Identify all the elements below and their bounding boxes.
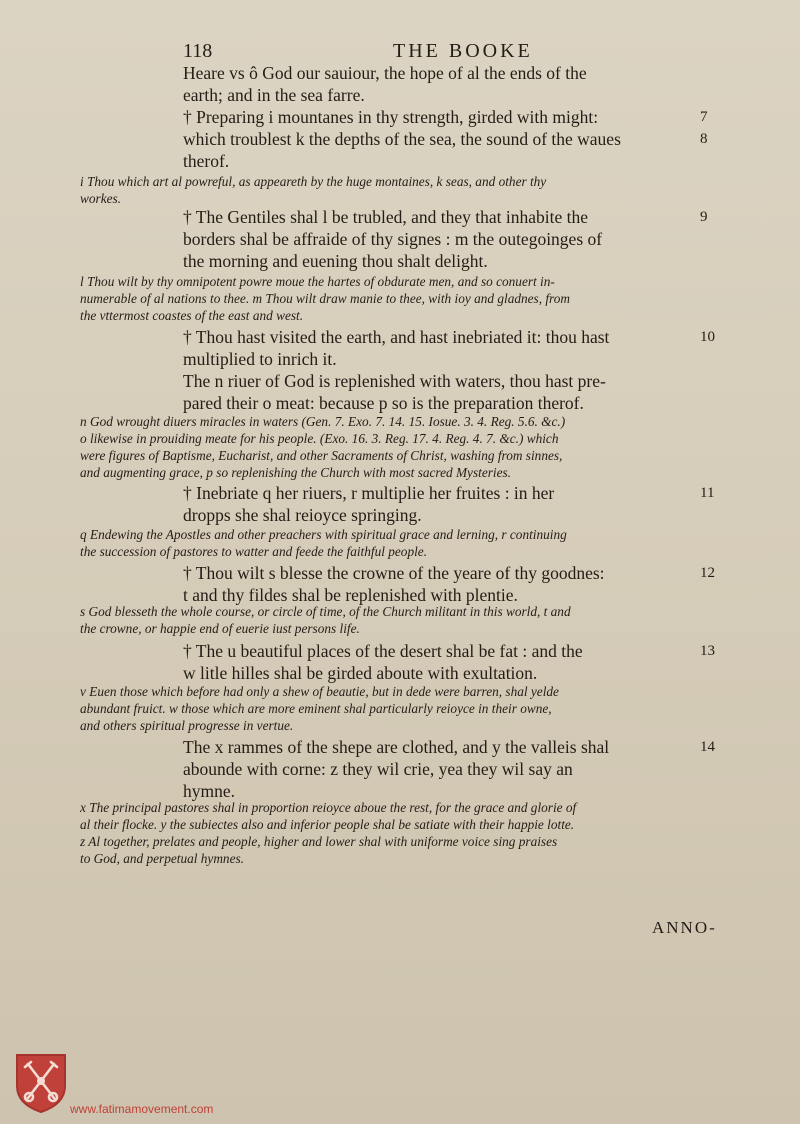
- running-title: THE BOOKE: [393, 40, 533, 62]
- verse-number: 10: [700, 329, 715, 345]
- annotation-line: i Thou which art al powreful, as appeareth by the huge montaines, k seas, and other thy: [80, 174, 547, 189]
- watermark-url[interactable]: www.fatimamovement.com: [70, 1102, 214, 1116]
- verse-line: earth; and in the sea farre.: [183, 85, 365, 105]
- verse-line: † Thou wilt s blesse the crowne of the yeare of thy goodnes:: [183, 563, 605, 583]
- verse-number: 7: [700, 109, 708, 125]
- verse-line: multiplied to inrich it.: [183, 349, 337, 369]
- verse-line: the morning and euening thou shalt delight.: [183, 251, 488, 271]
- catchword: ANNO-: [652, 918, 717, 937]
- annotation-line: x The principal pastores shal in proportion reioyce aboue the rest, for the grace and glorie of: [80, 800, 577, 815]
- annotation-line: o likewise in prouiding meate for his people. (Exo. 16. 3. Reg. 17. 4. Reg. 4. 7. &c.) which: [80, 431, 559, 446]
- verse-line: w litle hilles shal be girded aboute with exultation.: [183, 663, 538, 683]
- verse-line: † Thou hast visited the earth, and hast inebriated it: thou hast: [183, 327, 610, 347]
- annotation-line: the crowne, or happie end of euerie iust persons life.: [80, 621, 360, 636]
- annotation-line: were figures of Baptisme, Eucharist, and other Sacraments of Christ, washing from sinnes,: [80, 448, 563, 463]
- annotation-line: workes.: [80, 191, 121, 206]
- annotation-line: z Al together, prelates and people, higher and lower shal with uniforme voice sing praises: [80, 834, 558, 849]
- annotation-line: s God blesseth the whole course, or circle of time, of the Church militant in this world, t and: [80, 604, 571, 619]
- page-number: 118: [183, 40, 213, 62]
- annotation-line: v Euen those which before had only a shew of beautie, but in dede were barren, shal yelde: [80, 684, 559, 699]
- annotation-line: al their flocke. y the subiectes also and inferior people shal be satiate with their happie lotte.: [80, 817, 575, 832]
- verse-line: † The Gentiles shal l be trubled, and they that inhabite the: [183, 207, 588, 227]
- verse-line: abounde with corne: z they wil crie, yea they wil say an: [183, 759, 573, 779]
- verse-number: 14: [700, 739, 715, 755]
- annotation-line: l Thou wilt by thy omnipotent powre moue the hartes of obdurate men, and so conuert in-: [80, 274, 555, 289]
- verse-line: hymne.: [183, 781, 236, 801]
- annotation-line: abundant fruict. w those which are more eminent shal particularly reioyce in their owne,: [80, 701, 552, 716]
- running-header: [183, 40, 703, 64]
- verse-line: † The u beautiful places of the desert shal be fat : and the: [183, 641, 583, 661]
- annotation-line: to God, and perpetual hymnes.: [80, 851, 244, 866]
- verse-line: therof.: [183, 151, 230, 171]
- verse-number: 13: [700, 643, 715, 659]
- papal-keys-seal-icon: [14, 1052, 68, 1114]
- verse-line: pared their o meat: because p so is the preparation therof.: [183, 393, 584, 413]
- verse-line: The n riuer of God is replenished with waters, thou hast pre-: [183, 371, 606, 391]
- annotation-line: q Endewing the Apostles and other preachers with spiritual grace and lerning, r continuing: [80, 527, 567, 542]
- annotation-line: the vttermost coastes of the east and west.: [80, 308, 304, 323]
- verse-line: Heare vs ô God our sauiour, the hope of al the ends of the: [183, 63, 587, 83]
- annotation-line: numerable of al nations to thee. m Thou wilt draw manie to thee, with ioy and gladnes, from: [80, 291, 570, 306]
- annotation-line: the succession of pastores to watter and feede the faithful people.: [80, 544, 428, 559]
- verse-number: 12: [700, 565, 715, 581]
- verse-number: 11: [700, 485, 715, 501]
- verse-line: which troublest k the depths of the sea, the sound of the waues: [183, 129, 621, 149]
- verse-line: † Inebriate q her riuers, r multiplie her fruites : in her: [183, 483, 555, 503]
- verse-line: The x rammes of the shepe are clothed, and y the valleis shal: [183, 737, 610, 757]
- annotation-line: and others spiritual progresse in vertue.: [80, 718, 294, 733]
- verse-line: t and thy fildes shal be replenished with plentie.: [183, 585, 518, 605]
- verse-number: 9: [700, 209, 708, 225]
- annotation-line: n God wrought diuers miracles in waters (Gen. 7. Exo. 7. 14. 15. Iosue. 3. 4. Reg. 5.6. &c.): [80, 414, 566, 429]
- verse-line: † Preparing i mountanes in thy strength, girded with might:: [183, 107, 599, 127]
- verse-line: borders shal be affraide of thy signes : m the outegoinges of: [183, 229, 603, 249]
- annotation-line: and augmenting grace, p so replenishing the Church with most sacred Mysteries.: [80, 465, 511, 480]
- verse-number: 8: [700, 131, 708, 147]
- verse-line: dropps she shal reioyce springing.: [183, 505, 422, 525]
